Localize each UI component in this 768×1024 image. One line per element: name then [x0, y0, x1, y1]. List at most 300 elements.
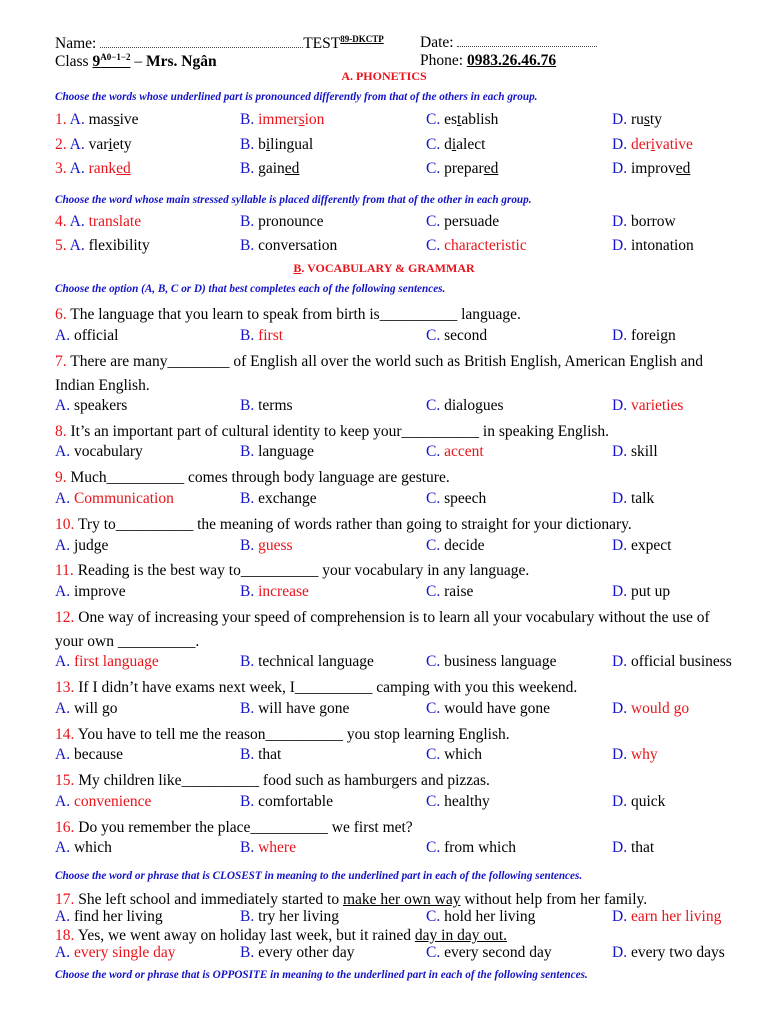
option-letter: B. — [240, 793, 255, 810]
option-text: bilingual — [258, 135, 314, 153]
question-number: 17. — [55, 891, 75, 908]
option-text: hold her living — [444, 908, 536, 925]
option-c[interactable] — [426, 653, 556, 671]
instruction-opposite: Choose the word or phrase that is OPPOSITE in meaning to the underlined part in each of the following sentences. — [55, 969, 588, 981]
question-number: 9. — [55, 469, 67, 486]
option-a[interactable] — [55, 237, 150, 255]
option-text: gained — [258, 160, 300, 177]
teacher-name: Mrs. Ngân — [145, 53, 217, 71]
option-c[interactable] — [426, 908, 535, 926]
option-letter: C. — [426, 490, 441, 507]
name-label: Name: — [55, 35, 97, 53]
question-number: 3. — [55, 160, 67, 177]
option-letter: A. — [55, 327, 71, 344]
option-c[interactable] — [426, 537, 485, 555]
underlined-phrase: day in day out. — [414, 927, 508, 944]
question-row — [55, 583, 715, 605]
option-text: where — [258, 839, 296, 856]
option-letter: D. — [612, 944, 628, 961]
option-letter: A. — [69, 237, 85, 254]
option-text: Communication — [73, 490, 174, 507]
name-blank[interactable] — [100, 37, 303, 48]
option-letter: D. — [612, 793, 628, 810]
option-letter: D. — [612, 213, 628, 230]
option-d[interactable] — [612, 327, 676, 345]
option-letter: C. — [426, 443, 441, 460]
question-number: 4. — [55, 213, 67, 230]
option-text: official — [73, 327, 119, 344]
option-a[interactable] — [55, 583, 126, 601]
option-c[interactable] — [426, 136, 485, 154]
option-letter: A. — [69, 135, 85, 153]
option-letter: A. — [69, 213, 85, 230]
question-stem — [55, 559, 720, 583]
option-a[interactable] — [55, 443, 143, 461]
question-text: If I didn’t have exams next week, I__________ camping with you this weekend. — [78, 679, 578, 696]
date-field — [420, 34, 597, 52]
option-a[interactable] — [55, 160, 131, 178]
question-stem — [55, 926, 720, 946]
underlined-part: s — [113, 111, 120, 128]
option-letter: B. — [240, 746, 255, 763]
question-row — [55, 793, 715, 815]
option-a[interactable] — [55, 839, 112, 857]
option-b[interactable] — [240, 908, 339, 926]
option-letter: C. — [426, 397, 441, 414]
option-text: quick — [630, 793, 666, 810]
underlined-part: ed — [675, 160, 691, 177]
option-letter: A. — [55, 537, 71, 554]
option-a[interactable] — [55, 537, 108, 555]
option-d[interactable] — [612, 700, 689, 718]
question-text: The language that you learn to speak from birth is__________ language. — [70, 306, 521, 323]
option-text: will go — [73, 700, 118, 717]
option-letter: D. — [612, 237, 628, 254]
option-letter: B. — [240, 135, 255, 153]
option-letter: D. — [612, 397, 628, 414]
option-c[interactable] — [426, 443, 484, 461]
phone-label: Phone: — [420, 52, 464, 69]
instruction-closest: Choose the word or phrase that is CLOSEST in meaning to the underlined part in each of the following sentences. — [55, 870, 583, 882]
option-text: ranked — [88, 160, 131, 177]
option-c[interactable] — [426, 490, 486, 508]
date-label: Date: — [420, 34, 454, 51]
option-text: which — [73, 839, 112, 856]
question-row — [55, 327, 715, 349]
question-row — [55, 213, 715, 235]
option-letter: B. — [240, 490, 255, 507]
option-b[interactable] — [240, 160, 299, 178]
option-a[interactable] — [55, 653, 159, 671]
option-letter: C. — [426, 111, 441, 128]
option-text: comfortable — [258, 793, 333, 810]
option-d[interactable] — [612, 746, 658, 764]
option-text: terms — [258, 397, 293, 414]
option-letter: A. — [55, 397, 71, 414]
option-d[interactable] — [612, 908, 721, 926]
question-number: 5. — [55, 237, 67, 254]
question-number: 10. — [55, 516, 75, 533]
option-letter: D. — [612, 443, 628, 460]
option-letter: D. — [612, 111, 628, 128]
option-letter: A. — [55, 746, 71, 763]
option-text: second — [444, 327, 488, 344]
section-vocab-title: . VOCABULARY & GRAMMAR — [301, 261, 475, 275]
option-a[interactable] — [55, 490, 174, 508]
option-b[interactable] — [240, 327, 283, 345]
underlined-part: s — [298, 111, 305, 128]
class-sup: A0−1−2 — [100, 52, 131, 62]
option-letter: C. — [426, 537, 441, 554]
option-c[interactable] — [426, 583, 473, 601]
option-letter: C. — [426, 135, 441, 153]
question-stem — [55, 303, 720, 327]
option-c[interactable] — [426, 397, 504, 415]
option-letter: B. — [240, 237, 255, 254]
option-letter: B. — [240, 583, 255, 600]
option-letter: A. — [55, 490, 71, 507]
question-row — [55, 537, 715, 559]
option-text: official business — [630, 653, 732, 670]
option-letter: B. — [240, 443, 255, 460]
question-number: 18. — [55, 927, 75, 944]
test-label: TEST — [303, 35, 341, 53]
option-letter: B. — [240, 653, 255, 670]
question-row — [55, 443, 715, 465]
question-stem — [55, 350, 720, 397]
teacher-sep: – — [134, 53, 143, 71]
option-text: characteristic — [444, 237, 527, 254]
option-text: translate — [88, 213, 142, 230]
option-text: speakers — [73, 397, 128, 414]
option-letter: D. — [612, 700, 628, 717]
option-text: that — [630, 839, 655, 856]
option-text: try her living — [258, 908, 340, 925]
phone-number: 0983.26.46.76 — [466, 52, 557, 69]
underlined-part: i — [265, 135, 271, 153]
option-text: every second day — [444, 944, 552, 961]
phone-field — [420, 52, 556, 70]
option-text: conversation — [258, 237, 338, 254]
question-text: It’s an important part of cultural identity to keep your__________ in speaking English. — [70, 423, 610, 440]
question-text: Try to__________ the meaning of words rather than going to straight for your dictionary. — [77, 516, 632, 533]
option-letter: A. — [55, 653, 71, 670]
question-text: She left school and immediately started to — [78, 891, 343, 908]
option-letter: A. — [69, 160, 85, 177]
question-text: Yes, we went away on holiday last week, but it rained — [77, 927, 415, 944]
option-text: every two days — [630, 944, 725, 961]
option-b[interactable] — [240, 136, 313, 154]
option-c[interactable] — [426, 213, 499, 231]
option-letter: B. — [240, 537, 255, 554]
option-text: earn her living — [630, 908, 722, 925]
underlined-part: t — [457, 111, 462, 128]
test-code: 89-DKCTP — [340, 34, 384, 44]
option-letter: B. — [240, 839, 255, 856]
option-text: accent — [444, 443, 484, 460]
option-text: foreign — [630, 327, 676, 344]
option-d[interactable] — [612, 653, 732, 671]
option-text: dialect — [444, 135, 486, 153]
question-number: 2. — [55, 135, 67, 153]
option-text: technical language — [258, 653, 374, 670]
option-b[interactable] — [240, 700, 349, 718]
option-b[interactable] — [240, 213, 324, 231]
question-number: 13. — [55, 679, 75, 696]
option-letter: D. — [612, 160, 628, 177]
option-b[interactable] — [240, 583, 309, 601]
option-b[interactable] — [240, 111, 324, 129]
option-text: vocabulary — [73, 443, 143, 460]
option-a[interactable] — [55, 111, 139, 129]
class-value: 9 — [92, 53, 101, 71]
option-text: immersion — [258, 111, 325, 128]
question-text: You have to tell me the reason__________ you stop learning English. — [77, 726, 510, 743]
option-letter: B. — [240, 160, 255, 177]
option-text: first language — [73, 653, 159, 670]
option-letter: A. — [55, 793, 71, 810]
option-text: improve — [73, 583, 126, 600]
option-letter: C. — [426, 700, 441, 717]
option-c[interactable] — [426, 160, 498, 178]
option-b[interactable] — [240, 397, 293, 415]
section-vocabulary — [0, 261, 768, 276]
option-a[interactable] — [55, 944, 176, 962]
question-stem — [55, 890, 720, 910]
option-letter: D. — [612, 908, 628, 925]
option-d[interactable] — [612, 136, 693, 154]
question-number: 8. — [55, 423, 67, 440]
option-text: will have gone — [258, 700, 350, 717]
option-text: improved — [630, 160, 691, 177]
option-d[interactable] — [612, 443, 658, 461]
option-d[interactable] — [612, 490, 654, 508]
option-a[interactable] — [55, 397, 127, 415]
option-b[interactable] — [240, 237, 337, 255]
option-d[interactable] — [612, 213, 676, 231]
section-phonetics: A. PHONETICS — [341, 69, 427, 83]
underlined-part: s — [643, 111, 650, 128]
option-text: every other day — [258, 944, 355, 961]
option-letter: A. — [69, 111, 85, 128]
instruction-complete: Choose the option (A, B, C or D) that best completes each of the following sentences. — [55, 283, 446, 295]
option-b[interactable] — [240, 944, 355, 962]
option-text: would have gone — [444, 700, 550, 717]
option-a[interactable] — [55, 793, 151, 811]
option-letter: C. — [426, 653, 441, 670]
option-a[interactable] — [55, 136, 132, 154]
option-letter: A. — [55, 839, 71, 856]
underlined-part: i — [650, 135, 656, 153]
option-text: why — [630, 746, 658, 763]
question-row — [55, 136, 715, 158]
question-row — [55, 160, 715, 182]
section-vocab-letter: B — [293, 261, 302, 275]
option-text: derivative — [630, 135, 693, 153]
option-c[interactable] — [426, 327, 487, 345]
option-text: put up — [630, 583, 671, 600]
question-row — [55, 653, 732, 675]
option-letter: C. — [426, 839, 441, 856]
option-c[interactable] — [426, 839, 516, 857]
option-letter: A. — [55, 700, 71, 717]
question-row — [55, 944, 725, 966]
option-a[interactable] — [55, 746, 123, 764]
question-number: 15. — [55, 772, 75, 789]
option-letter: B. — [240, 213, 255, 230]
option-text: raise — [444, 583, 474, 600]
option-text: skill — [630, 443, 658, 460]
option-letter: C. — [426, 213, 441, 230]
option-text: guess — [258, 537, 293, 554]
question-row — [55, 237, 715, 259]
question-row — [55, 490, 715, 512]
option-letter: D. — [612, 490, 628, 507]
option-a[interactable] — [55, 213, 141, 231]
option-a[interactable] — [55, 327, 118, 345]
question-row — [55, 746, 715, 768]
underlined-part: ed — [284, 160, 300, 177]
question-stem — [55, 606, 720, 653]
option-a[interactable] — [55, 908, 163, 926]
question-text: Much__________ comes through body language are gesture. — [70, 469, 450, 486]
underlined-part: i — [108, 135, 113, 153]
option-b[interactable] — [240, 839, 296, 857]
underlined-part: i — [451, 135, 457, 153]
option-d[interactable] — [612, 397, 683, 415]
question-stem — [55, 676, 720, 700]
question-row — [55, 111, 715, 133]
option-text: decide — [444, 537, 485, 554]
option-letter: C. — [426, 327, 441, 344]
question-number: 7. — [55, 353, 67, 370]
option-text: persuade — [444, 213, 500, 230]
question-number: 16. — [55, 819, 75, 836]
option-letter: A. — [55, 443, 71, 460]
question-text: There are many________ of English all over the world such as British English, American English and Indian English. — [55, 353, 704, 394]
option-letter: B. — [240, 700, 255, 717]
option-text: dialogues — [444, 397, 504, 414]
question-stem — [55, 420, 720, 444]
option-text: that — [258, 746, 282, 763]
instruction-pronunciation: Choose the words whose underlined part is pronounced differently from that of the others in each group. — [55, 91, 538, 103]
option-text: prepared — [444, 160, 499, 177]
question-number: 1. — [55, 111, 67, 128]
option-d[interactable] — [612, 111, 662, 129]
option-letter: D. — [612, 839, 628, 856]
question-stem — [55, 513, 720, 537]
question-stem — [55, 769, 720, 793]
option-d[interactable] — [612, 237, 694, 255]
option-letter: C. — [426, 793, 441, 810]
option-d[interactable] — [612, 793, 665, 811]
option-text: varieties — [630, 397, 684, 414]
underlined-part: ed — [116, 160, 131, 177]
option-text: borrow — [630, 213, 676, 230]
option-text: find her living — [73, 908, 163, 925]
option-letter: B. — [240, 944, 255, 961]
option-letter: C. — [426, 746, 441, 763]
option-c[interactable] — [426, 793, 490, 811]
option-text: first — [258, 327, 284, 344]
underlined-part: ed — [483, 160, 499, 177]
option-a[interactable] — [55, 700, 117, 718]
option-letter: A. — [55, 583, 71, 600]
option-b[interactable] — [240, 653, 374, 671]
option-b[interactable] — [240, 443, 314, 461]
option-letter: D. — [612, 327, 628, 344]
option-text: from which — [444, 839, 516, 856]
date-blank[interactable] — [457, 36, 597, 47]
option-b[interactable] — [240, 490, 317, 508]
option-letter: D. — [612, 537, 628, 554]
instruction-stress: Choose the word whose main stressed syllable is placed differently from that of the other in each group. — [55, 194, 532, 206]
option-letter: B. — [240, 327, 255, 344]
question-stem — [55, 466, 720, 490]
option-text: intonation — [630, 237, 694, 254]
option-text: massive — [88, 111, 139, 128]
option-text: because — [73, 746, 124, 763]
option-text: talk — [630, 490, 655, 507]
question-row — [55, 839, 715, 861]
question-text: Reading is the best way to__________ your vocabulary in any language. — [77, 562, 530, 579]
option-text: speech — [444, 490, 487, 507]
option-letter: B. — [240, 397, 255, 414]
option-c[interactable] — [426, 944, 552, 962]
option-c[interactable] — [426, 111, 498, 129]
question-row — [55, 397, 715, 419]
option-text: increase — [258, 583, 309, 600]
option-letter: D. — [612, 746, 628, 763]
option-c[interactable] — [426, 700, 550, 718]
option-letter: C. — [426, 237, 441, 254]
option-b[interactable] — [240, 746, 281, 764]
option-letter: D. — [612, 583, 628, 600]
option-d[interactable] — [612, 944, 725, 962]
option-c[interactable] — [426, 746, 482, 764]
option-letter: D. — [612, 653, 628, 670]
option-text: business language — [444, 653, 557, 670]
class-label: Class — [55, 53, 89, 71]
option-text: pronounce — [258, 213, 324, 230]
underlined-phrase: make her own way — [342, 891, 461, 908]
question-number: 12. — [55, 609, 75, 626]
option-d[interactable] — [612, 839, 654, 857]
option-d[interactable] — [612, 537, 671, 555]
question-text: My children like__________ food such as hamburgers and pizzas. — [78, 772, 490, 789]
option-letter: B. — [240, 908, 255, 925]
question-number: 14. — [55, 726, 75, 743]
option-text: healthy — [444, 793, 490, 810]
option-b[interactable] — [240, 537, 293, 555]
option-letter: A. — [55, 908, 71, 925]
option-text: judge — [73, 537, 109, 554]
option-b[interactable] — [240, 793, 333, 811]
option-text: establish — [444, 111, 499, 128]
question-stem — [55, 816, 720, 840]
option-text: every single day — [73, 944, 176, 961]
option-letter: C. — [426, 944, 441, 961]
question-row — [55, 700, 715, 722]
option-letter: D. — [612, 135, 628, 153]
option-letter: C. — [426, 160, 441, 177]
option-text: rusty — [630, 111, 662, 128]
option-c[interactable] — [426, 237, 527, 255]
option-d[interactable] — [612, 583, 670, 601]
option-text: variety — [88, 135, 132, 153]
option-letter: B. — [240, 111, 255, 128]
option-d[interactable] — [612, 160, 690, 178]
